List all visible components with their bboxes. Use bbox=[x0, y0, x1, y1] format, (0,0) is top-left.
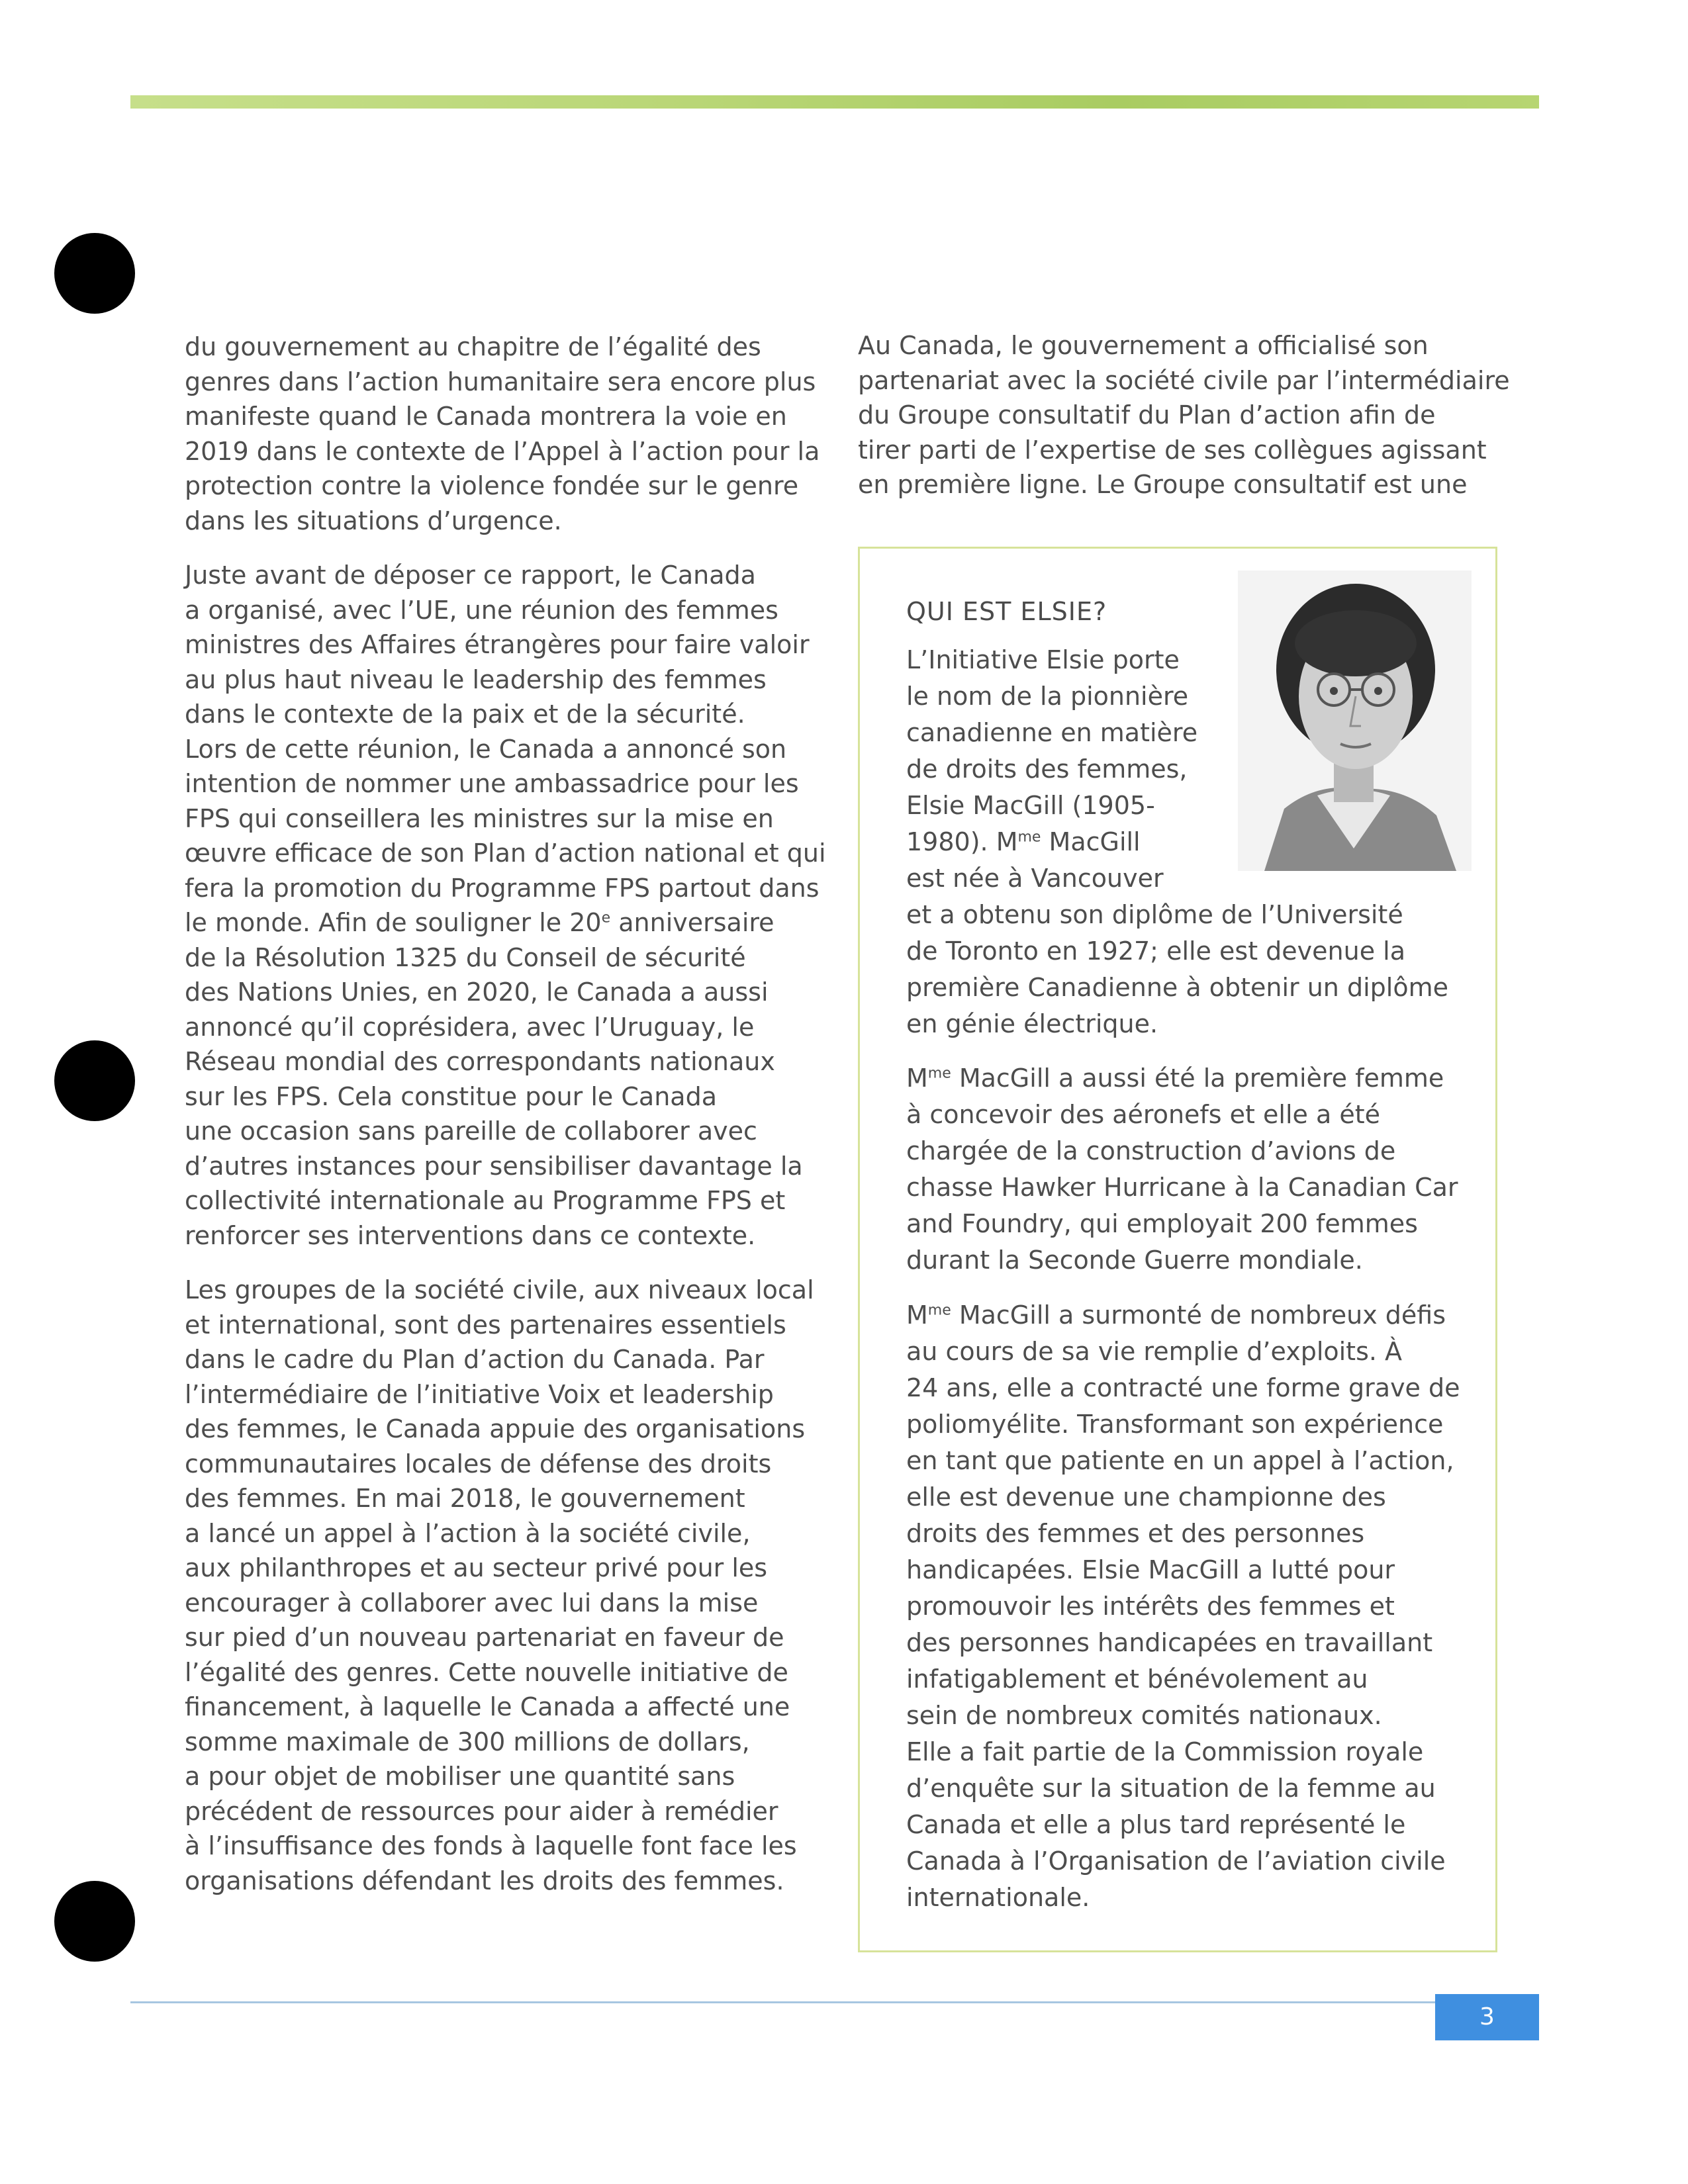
text-line: et a obtenu son diplôme de l’Université bbox=[906, 900, 1403, 929]
mme-text-end: MacGill a surmonté de nombreux défis bbox=[951, 1300, 1446, 1330]
text-line-mme bbox=[906, 1297, 1476, 1334]
left-paragraph-2 bbox=[185, 558, 826, 1253]
text-line: Elsie MacGill (1905- bbox=[906, 791, 1155, 820]
text-line: en première ligne. Le Groupe consultatif est une bbox=[858, 470, 1468, 499]
mme-superscript: me bbox=[927, 1065, 951, 1082]
mme-text-end: MacGill a aussi été la première femme bbox=[951, 1064, 1444, 1093]
text-line: ministres des Affaires étrangères pour faire valoir bbox=[185, 630, 810, 659]
text-line: manifeste quand le Canada montrera la voie en bbox=[185, 402, 787, 431]
text-line: au cours de sa vie remplie d’exploits. À bbox=[906, 1337, 1403, 1366]
text-line-mme bbox=[906, 824, 1476, 860]
text-line: 2019 dans le contexte de l’Appel à l’action pour la bbox=[185, 436, 820, 466]
text-line: annoncé qu’il coprésidera, avec l’Uruguay, le bbox=[185, 1012, 755, 1042]
sidebar-paragraph-2 bbox=[906, 1060, 1476, 1279]
text-line: and Foundry, qui employait 200 femmes bbox=[906, 1209, 1418, 1238]
text-line: du Groupe consultatif du Plan d’action afin de bbox=[858, 400, 1436, 430]
left-column bbox=[185, 330, 826, 1918]
text-line: intention de nommer une ambassadrice pour les bbox=[185, 769, 799, 798]
text-line: somme maximale de 300 millions de dollars, bbox=[185, 1727, 750, 1756]
text-line: genres dans l’action humanitaire sera encore plus bbox=[185, 367, 816, 396]
text-line: a organisé, avec l’UE, une réunion des femmes bbox=[185, 595, 778, 625]
text-line: chasse Hawker Hurricane à la Canadian Car bbox=[906, 1173, 1458, 1202]
mme-superscript: me bbox=[927, 1302, 951, 1319]
text-line: 24 ans, elle a contracté une forme grave de bbox=[906, 1373, 1460, 1402]
anniversary-text-end: anniversaire bbox=[610, 908, 774, 937]
sidebar-paragraph-1 bbox=[906, 642, 1476, 1042]
text-line: d’enquête sur la situation de la femme au bbox=[906, 1774, 1436, 1803]
text-line: à concevoir des aéronefs et elle a été bbox=[906, 1100, 1380, 1129]
text-line: l’égalité des genres. Cette nouvelle initiative de bbox=[185, 1657, 788, 1687]
binder-hole-middle bbox=[54, 1040, 135, 1121]
right-paragraph-1 bbox=[858, 328, 1510, 502]
text-line: de droits des femmes, bbox=[906, 754, 1188, 784]
text-line: une occasion sans pareille de collaborer avec bbox=[185, 1116, 757, 1146]
text-line: sur les FPS. Cela constitue pour le Canada bbox=[185, 1081, 717, 1111]
text-line: et international, sont des partenaires essentiels bbox=[185, 1310, 786, 1340]
text-line: communautaires locales de défense des droits bbox=[185, 1449, 772, 1479]
text-line: poliomyélite. Transformant son expérience bbox=[906, 1410, 1444, 1439]
text-line: Lors de cette réunion, le Canada a annoncé son bbox=[185, 734, 787, 764]
text-line: a lancé un appel à l’action à la société civile, bbox=[185, 1518, 751, 1548]
text-line: canadienne en matière bbox=[906, 718, 1198, 747]
text-line: FPS qui conseillera les ministres sur la mise en bbox=[185, 803, 774, 833]
text-line: au plus haut niveau le leadership des femmes bbox=[185, 664, 767, 694]
binder-hole-bottom bbox=[54, 1881, 135, 1962]
text-line: précédent de ressources pour aider à remédier bbox=[185, 1796, 778, 1826]
mme-text: M bbox=[906, 1064, 928, 1093]
text-line: encourager à collaborer avec lui dans la mise bbox=[185, 1588, 759, 1617]
text-line: Canada et elle a plus tard représenté le bbox=[906, 1810, 1406, 1839]
text-line: en génie électrique. bbox=[906, 1009, 1158, 1038]
text-line: Les groupes de la société civile, aux niveaux local bbox=[185, 1275, 814, 1304]
text-line: première Canadienne à obtenir un diplôme bbox=[906, 973, 1448, 1002]
text-line: l’intermédiaire de l’initiative Voix et leadership bbox=[185, 1379, 774, 1409]
left-paragraph-3 bbox=[185, 1273, 820, 1898]
text-line: internationale. bbox=[906, 1883, 1090, 1912]
text-line: collectivité internationale au Programme FPS et bbox=[185, 1186, 786, 1215]
text-line: infatigablement et bénévolement au bbox=[906, 1664, 1368, 1694]
sidebar-title: QUI EST ELSIE? bbox=[906, 597, 1107, 626]
text-line-anniversary bbox=[185, 905, 820, 940]
text-line: a pour objet de mobiliser une quantité sans bbox=[185, 1762, 735, 1791]
text-line: dans le cadre du Plan d’action du Canada. Par bbox=[185, 1345, 765, 1374]
mme-text: 1980). M bbox=[906, 827, 1018, 856]
mme-text: M bbox=[906, 1300, 928, 1330]
mme-text-end: MacGill bbox=[1041, 827, 1141, 856]
text-line: des Nations Unies, en 2020, le Canada a aussi bbox=[185, 978, 769, 1007]
text-line: des personnes handicapées en travaillant bbox=[906, 1628, 1433, 1657]
text-line: financement, à laquelle le Canada a affecté une bbox=[185, 1692, 790, 1721]
text-line: Juste avant de déposer ce rapport, le Canada bbox=[185, 561, 756, 590]
text-line: promouvoir les intérêts des femmes et bbox=[906, 1592, 1395, 1621]
text-line: partenariat avec la société civile par l’intermédiaire bbox=[858, 365, 1510, 395]
header-accent-bar bbox=[130, 95, 1539, 109]
text-line: des femmes. En mai 2018, le gouvernement bbox=[185, 1484, 745, 1513]
text-line: de Toronto en 1927; elle est devenue la bbox=[906, 936, 1406, 966]
sidebar-paragraph-3 bbox=[906, 1297, 1476, 1916]
text-line: œuvre efficace de son Plan d’action national et qui bbox=[185, 839, 826, 868]
right-column-intro bbox=[858, 328, 1510, 522]
text-line: droits des femmes et des personnes bbox=[906, 1519, 1365, 1548]
mme-superscript: me bbox=[1017, 829, 1041, 846]
text-line: en tant que patiente en un appel à l’action, bbox=[906, 1446, 1454, 1475]
text-line: renforcer ses interventions dans ce contexte. bbox=[185, 1220, 756, 1250]
text-line: dans le contexte de la paix et de la sécurité. bbox=[185, 700, 745, 729]
text-line: à l’insuffisance des fonds à laquelle font face les bbox=[185, 1831, 797, 1860]
text-line: sein de nombreux comités nationaux. bbox=[906, 1701, 1382, 1730]
text-line: protection contre la violence fondée sur le genre bbox=[185, 471, 799, 500]
ordinal-superscript: e bbox=[601, 909, 611, 927]
left-paragraph-1 bbox=[185, 330, 820, 538]
text-line: tirer parti de l’expertise de ses collègues agissant bbox=[858, 435, 1487, 465]
text-line: d’autres instances pour sensibiliser davantage la bbox=[185, 1151, 803, 1181]
text-line: durant la Seconde Guerre mondiale. bbox=[906, 1246, 1363, 1275]
text-line: Canada à l’Organisation de l’aviation civile bbox=[906, 1846, 1446, 1876]
binder-hole-top bbox=[54, 233, 135, 314]
text-line: chargée de la construction d’avions de bbox=[906, 1136, 1396, 1165]
text-line: organisations défendant les droits des femmes. bbox=[185, 1866, 784, 1895]
text-line: fera la promotion du Programme FPS partout dans bbox=[185, 873, 820, 903]
text-line: sur pied d’un nouveau partenariat en faveur de bbox=[185, 1623, 784, 1652]
anniversary-text: le monde. Afin de souligner le 20 bbox=[185, 908, 602, 937]
text-line: Elle a fait partie de la Commission royale bbox=[906, 1737, 1424, 1766]
text-line: dans les situations d’urgence. bbox=[185, 506, 562, 535]
text-line: de la Résolution 1325 du Conseil de sécurité bbox=[185, 942, 746, 972]
text-line: Au Canada, le gouvernement a officialisé son bbox=[858, 331, 1429, 360]
text-line-mme bbox=[906, 1060, 1476, 1097]
text-line: L’Initiative Elsie porte bbox=[906, 645, 1180, 674]
footer-rule bbox=[130, 2001, 1539, 2003]
text-line: handicapées. Elsie MacGill a lutté pour bbox=[906, 1555, 1395, 1584]
page-number: 3 bbox=[1435, 1994, 1539, 2040]
text-line: le nom de la pionnière bbox=[906, 682, 1189, 711]
text-line: est née à Vancouver bbox=[906, 864, 1164, 893]
text-line: des femmes, le Canada appuie des organisations bbox=[185, 1414, 806, 1443]
text-line: elle est devenue une championne des bbox=[906, 1482, 1386, 1512]
text-line: aux philanthropes et au secteur privé pour les bbox=[185, 1553, 768, 1582]
text-line: du gouvernement au chapitre de l’égalité des bbox=[185, 332, 761, 361]
text-line: Réseau mondial des correspondants nationaux bbox=[185, 1047, 775, 1076]
